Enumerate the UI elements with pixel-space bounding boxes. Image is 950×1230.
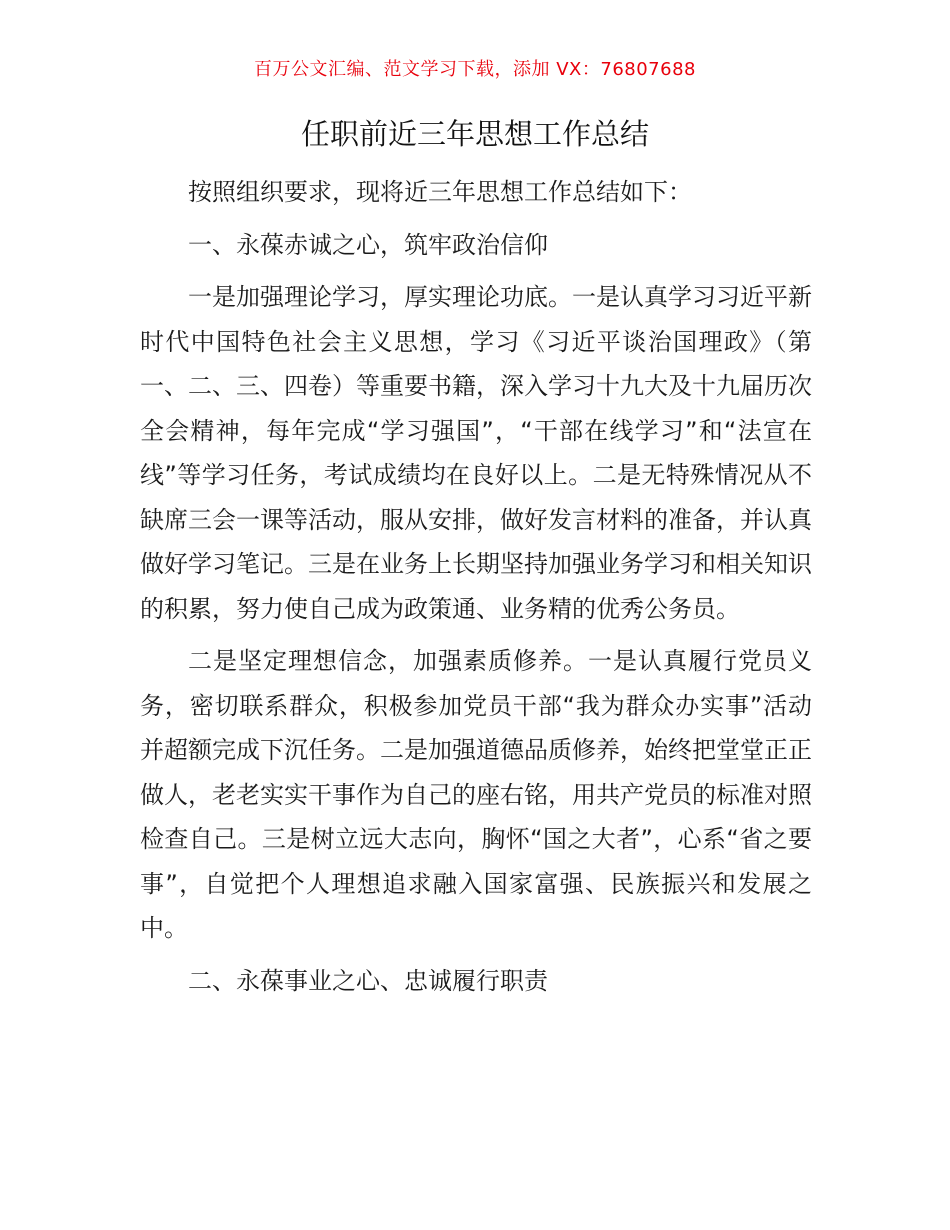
body-paragraph-1: 一是加强理论学习，厚实理论功底。一是认真学习习近平新时代中国特色社会主义思想，学习《习近平谈治国理政》（第一、二、三、四卷）等重要书籍，深入学习十九大及十九届历次全会精神，每年完成“学习强国”，“干部在线学习”和“法宣在线”等学习任务，考试成绩均在良好以上。二是无特殊情况从不缺席三会一课等活动，服从安排，做好发言材料的准备，并认真做好学习笔记。三是在业务上长期坚持加强业务学习和相关知识的积累，努力使自己成为政策通、业务精的优秀公务员。 — [140, 283, 812, 623]
intro-paragraph: 按照组织要求，现将近三年思想工作总结如下： — [188, 178, 692, 206]
section-heading-1: 一、永葆赤诚之心，筑牢政治信仰 — [188, 230, 548, 259]
document-title: 任职前近三年思想工作总结 — [300, 117, 649, 151]
document-body — [140, 170, 812, 1003]
watermark-header: 百万公文汇编、范文学习下载，添加 VX：76807688 — [254, 59, 696, 80]
body-paragraph-2: 二是坚定理想信念，加强素质修养。一是认真履行党员义务，密切联系群众，积极参加党员干部“我为群众办实事”活动并超额完成下沉任务。二是加强道德品质修养，始终把堂堂正正做人，老老实实干事作为自己的座右铭，用共产党员的标准对照检查自己。三是树立远大志向，胸怀“国之大者”，心系“省之要事”，自觉把个人理想追求融入国家富强、民族振兴和发展之中。 — [140, 647, 812, 942]
section-heading-2: 二、永葆事业之心、忠诚履行职责 — [188, 966, 548, 995]
